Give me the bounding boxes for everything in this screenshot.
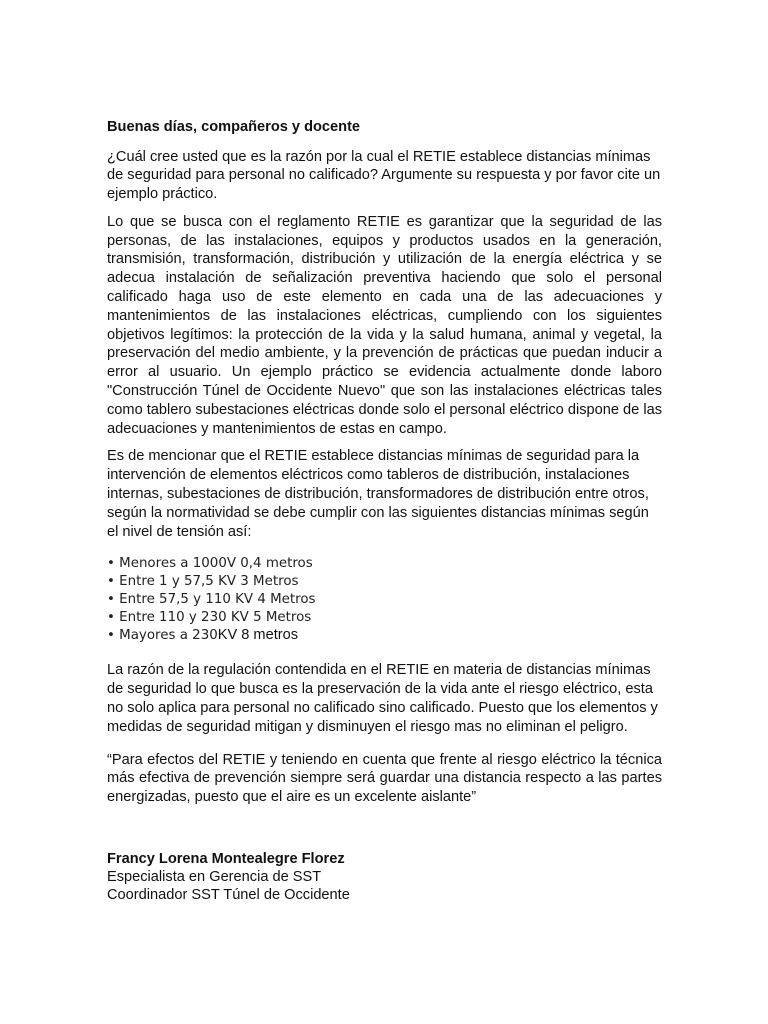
question-paragraph: ¿Cuál cree usted que es la razón por la cual el RETIE establece distancias mínimas de seguridad para personal no calificado? Argumente su respuesta y por favor cite un ejemplo práctico.	[107, 148, 661, 203]
answer-paragraph: Lo que se busca con el reglamento RETIE es garantizar que la seguridad de las personas, de las instalaciones, equipos y productos usados en la generación, transmisión, transformación, distribución y utilización de la energía eléctrica y se adecua instalación de señalización preventiva haciendo que solo el personal calificado haga uso de este elemento en cada una de las adecuaciones y mantenimientos de las instalaciones eléctricas, cumpliendo con los siguientes objetivos legítimos: la protección de la vida y la salud humana, animal y vegetal, la preservación del medio ambiente, y la prevención de prácticas que puedan inducir a error al usuario. Un ejemplo práctico se evidencia actualmente donde laboro "Construcción Túnel de Occidente Nuevo" que son las instalaciones eléctricas tales como tablero subestaciones eléctricas donde solo el personal eléctrico dispone de las adecuaciones y mantenimientos de estas en campo.	[107, 213, 662, 437]
signature-title: Especialista en Gerencia de SST	[107, 869, 322, 886]
list-item: • Entre 110 y 230 KV 5 Metros	[107, 609, 312, 625]
greeting-heading: Buenas días, compañeros y docente	[107, 119, 361, 135]
list-item-head: • Mayores a 230	[107, 627, 218, 643]
list-item	[107, 627, 662, 645]
conclusion-paragraph: La razón de la regulación contendida en el RETIE en materia de distancias mínimas de seguridad lo que busca es la preservación de la vida ante el riesgo eléctrico, esta no solo aplica para personal no calificado sino calificado. Puesto que los elementos y medidas de seguridad mitigan y disminuyen el riesgo mas no eliminan el peligro.	[107, 662, 658, 735]
distance-list	[107, 555, 662, 644]
list-item: • Menores a 1000V 0,4 metros	[107, 556, 313, 572]
list-item-tail: KV 8 metros	[217, 626, 299, 643]
distances-intro-paragraph: Es de mencionar que el RETIE establece distancias mínimas de seguridad para la intervención de elementos eléctricos como tableros de distribución, instalaciones internas, subestaciones de distribución, transformadores de distribución entre otros, según la normatividad se debe cumplir con las siguientes distancias mínimas según el nivel de tensión así:	[107, 448, 649, 540]
signature-role: Coordinador SST Túnel de Occidente	[107, 887, 350, 904]
list-item: • Entre 1 y 57,5 KV 3 Metros	[107, 574, 299, 590]
document-page	[107, 118, 662, 905]
signature-block	[107, 850, 662, 905]
quote-paragraph: “Para efectos del RETIE y teniendo en cuenta que frente al riesgo eléctrico la técnica más efectiva de prevención siempre será guardar una distancia respecto a las partes energizadas, puesto que el aire es un excelente aislante”	[107, 751, 662, 806]
list-item: • Entre 57,5 y 110 KV 4 Metros	[107, 592, 316, 608]
signature-name: Francy Lorena Montealegre Florez	[107, 851, 345, 867]
